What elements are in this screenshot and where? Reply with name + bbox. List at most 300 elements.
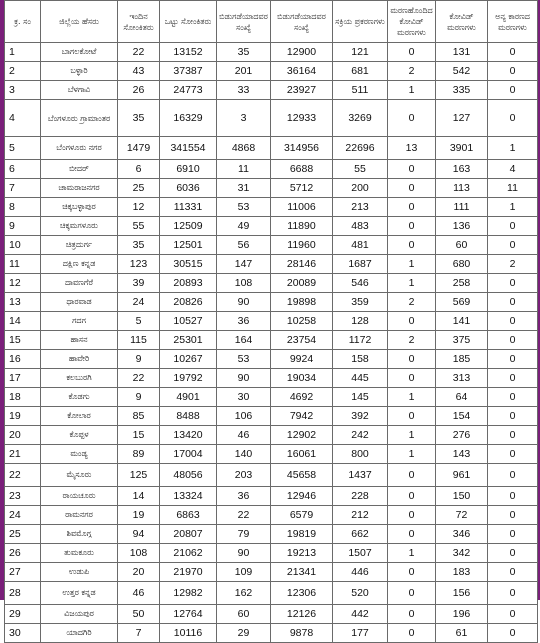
table-header-row bbox=[5, 1, 538, 43]
cell-other-deaths: 0 bbox=[488, 331, 538, 350]
cell-deaths-today: 2 bbox=[388, 62, 436, 81]
cell-discharged-total: 45658 bbox=[271, 464, 333, 487]
cell-deaths-today: 0 bbox=[388, 487, 436, 506]
cell-other-deaths: 0 bbox=[488, 582, 538, 605]
cell-serial: 27 bbox=[5, 563, 41, 582]
cell-discharged-today: 22 bbox=[217, 506, 271, 525]
cell-other-deaths: 0 bbox=[488, 100, 538, 137]
cell-serial: 11 bbox=[5, 255, 41, 274]
cell-today-cases: 6 bbox=[118, 160, 160, 179]
cell-active-cases: 359 bbox=[333, 293, 388, 312]
cell-discharged-today: 29 bbox=[217, 624, 271, 643]
cell-active-cases: 392 bbox=[333, 407, 388, 426]
table-row bbox=[5, 426, 538, 445]
cell-discharged-today: 46 bbox=[217, 426, 271, 445]
cell-serial: 25 bbox=[5, 525, 41, 544]
cell-deaths-today: 1 bbox=[388, 274, 436, 293]
cell-covid-deaths: 335 bbox=[436, 81, 488, 100]
cell-serial: 6 bbox=[5, 160, 41, 179]
cell-total-cases: 12764 bbox=[160, 605, 217, 624]
cell-deaths-today: 0 bbox=[388, 160, 436, 179]
cell-today-cases: 50 bbox=[118, 605, 160, 624]
cell-serial: 22 bbox=[5, 464, 41, 487]
cell-deaths-today: 0 bbox=[388, 582, 436, 605]
table-row bbox=[5, 605, 538, 624]
cell-deaths-today: 0 bbox=[388, 198, 436, 217]
table-row bbox=[5, 445, 538, 464]
cell-serial: 23 bbox=[5, 487, 41, 506]
cell-total-cases: 19792 bbox=[160, 369, 217, 388]
cell-discharged-today: 90 bbox=[217, 293, 271, 312]
cell-deaths-today: 0 bbox=[388, 236, 436, 255]
cell-discharged-today: 56 bbox=[217, 236, 271, 255]
cell-covid-deaths: 569 bbox=[436, 293, 488, 312]
cell-total-cases: 10527 bbox=[160, 312, 217, 331]
table-row bbox=[5, 624, 538, 643]
cell-deaths-today: 0 bbox=[388, 350, 436, 369]
cell-discharged-today: 53 bbox=[217, 198, 271, 217]
table-row bbox=[5, 544, 538, 563]
cell-active-cases: 1507 bbox=[333, 544, 388, 563]
cell-discharged-total: 12933 bbox=[271, 100, 333, 137]
cell-today-cases: 35 bbox=[118, 100, 160, 137]
cell-deaths-today: 1 bbox=[388, 81, 436, 100]
cell-total-cases: 13152 bbox=[160, 43, 217, 62]
cell-discharged-total: 5712 bbox=[271, 179, 333, 198]
cell-discharged-total: 10258 bbox=[271, 312, 333, 331]
table-row bbox=[5, 255, 538, 274]
table-row bbox=[5, 81, 538, 100]
cell-active-cases: 242 bbox=[333, 426, 388, 445]
cell-discharged-total: 36164 bbox=[271, 62, 333, 81]
cell-today-cases: 55 bbox=[118, 217, 160, 236]
cell-serial: 8 bbox=[5, 198, 41, 217]
cell-discharged-total: 19819 bbox=[271, 525, 333, 544]
cell-discharged-today: 33 bbox=[217, 81, 271, 100]
cell-active-cases: 228 bbox=[333, 487, 388, 506]
cell-discharged-today: 147 bbox=[217, 255, 271, 274]
cell-today-cases: 7 bbox=[118, 624, 160, 643]
table-row bbox=[5, 563, 538, 582]
cell-district: ಬೆಂಗಳೂರು ನಗರ bbox=[41, 137, 118, 160]
header-covid-deaths: ಕೋವಿಡ್ ಮರಣಗಳು bbox=[436, 1, 488, 43]
cell-other-deaths: 2 bbox=[488, 255, 538, 274]
cell-active-cases: 213 bbox=[333, 198, 388, 217]
cell-active-cases: 681 bbox=[333, 62, 388, 81]
cell-district: ಗದಗ bbox=[41, 312, 118, 331]
cell-discharged-total: 12900 bbox=[271, 43, 333, 62]
cell-discharged-total: 19034 bbox=[271, 369, 333, 388]
cell-discharged-total: 4692 bbox=[271, 388, 333, 407]
cell-district: ರಾಮನಗರ bbox=[41, 506, 118, 525]
cell-serial: 30 bbox=[5, 624, 41, 643]
cell-district: ಉತ್ತರ ಕನ್ನಡ bbox=[41, 582, 118, 605]
table-row bbox=[5, 62, 538, 81]
cell-today-cases: 85 bbox=[118, 407, 160, 426]
cell-serial: 3 bbox=[5, 81, 41, 100]
cell-total-cases: 20826 bbox=[160, 293, 217, 312]
cell-serial: 2 bbox=[5, 62, 41, 81]
cell-active-cases: 121 bbox=[333, 43, 388, 62]
cell-serial: 10 bbox=[5, 236, 41, 255]
cell-serial: 5 bbox=[5, 137, 41, 160]
cell-active-cases: 481 bbox=[333, 236, 388, 255]
cell-active-cases: 800 bbox=[333, 445, 388, 464]
cell-other-deaths: 1 bbox=[488, 137, 538, 160]
cell-district: ಕೊಡಗು bbox=[41, 388, 118, 407]
cell-other-deaths: 0 bbox=[488, 312, 538, 331]
cell-discharged-total: 28146 bbox=[271, 255, 333, 274]
cell-covid-deaths: 72 bbox=[436, 506, 488, 525]
cell-total-cases: 17004 bbox=[160, 445, 217, 464]
cell-discharged-total: 11890 bbox=[271, 217, 333, 236]
cell-today-cases: 19 bbox=[118, 506, 160, 525]
cell-district: ಕಲಬುರಗಿ bbox=[41, 369, 118, 388]
cell-today-cases: 89 bbox=[118, 445, 160, 464]
cell-covid-deaths: 183 bbox=[436, 563, 488, 582]
cell-discharged-total: 6579 bbox=[271, 506, 333, 525]
cell-active-cases: 442 bbox=[333, 605, 388, 624]
cell-discharged-today: 3 bbox=[217, 100, 271, 137]
table-row bbox=[5, 525, 538, 544]
cell-covid-deaths: 542 bbox=[436, 62, 488, 81]
cell-deaths-today: 1 bbox=[388, 426, 436, 445]
cell-other-deaths: 0 bbox=[488, 407, 538, 426]
cell-district: ಚಿತ್ರದುರ್ಗ bbox=[41, 236, 118, 255]
cell-deaths-today: 0 bbox=[388, 100, 436, 137]
cell-active-cases: 546 bbox=[333, 274, 388, 293]
table-row bbox=[5, 160, 538, 179]
header-deaths-today: ಮರಣಹೊಂದಿದ ಕೋವಿಡ್ ಮರಣಗಳು bbox=[388, 1, 436, 43]
cell-today-cases: 94 bbox=[118, 525, 160, 544]
cell-serial: 14 bbox=[5, 312, 41, 331]
cell-deaths-today: 0 bbox=[388, 464, 436, 487]
cell-active-cases: 177 bbox=[333, 624, 388, 643]
cell-today-cases: 35 bbox=[118, 236, 160, 255]
table-row bbox=[5, 369, 538, 388]
cell-covid-deaths: 680 bbox=[436, 255, 488, 274]
cell-covid-deaths: 258 bbox=[436, 274, 488, 293]
cell-total-cases: 16329 bbox=[160, 100, 217, 137]
cell-district: ಬೆಂಗಳೂರು ಗ್ರಾಮಾಂತರ bbox=[41, 100, 118, 137]
cell-today-cases: 115 bbox=[118, 331, 160, 350]
table-row bbox=[5, 236, 538, 255]
cell-district: ಶಿವಮೊಗ್ಗ bbox=[41, 525, 118, 544]
cell-active-cases: 55 bbox=[333, 160, 388, 179]
cell-total-cases: 6910 bbox=[160, 160, 217, 179]
cell-district: ಬೆಳಗಾವಿ bbox=[41, 81, 118, 100]
cell-total-cases: 4901 bbox=[160, 388, 217, 407]
cell-serial: 24 bbox=[5, 506, 41, 525]
cell-total-cases: 8488 bbox=[160, 407, 217, 426]
table-row bbox=[5, 312, 538, 331]
cell-total-cases: 48056 bbox=[160, 464, 217, 487]
cell-covid-deaths: 150 bbox=[436, 487, 488, 506]
cell-today-cases: 125 bbox=[118, 464, 160, 487]
cell-active-cases: 446 bbox=[333, 563, 388, 582]
table-row bbox=[5, 100, 538, 137]
cell-active-cases: 22696 bbox=[333, 137, 388, 160]
cell-today-cases: 9 bbox=[118, 388, 160, 407]
cell-today-cases: 25 bbox=[118, 179, 160, 198]
cell-other-deaths: 0 bbox=[488, 274, 538, 293]
cell-today-cases: 1479 bbox=[118, 137, 160, 160]
cell-discharged-total: 23754 bbox=[271, 331, 333, 350]
cell-covid-deaths: 163 bbox=[436, 160, 488, 179]
header-total-cases: ಒಟ್ಟು ಸೋಂಕಿತರು bbox=[160, 1, 217, 43]
cell-other-deaths: 0 bbox=[488, 624, 538, 643]
cell-discharged-today: 36 bbox=[217, 312, 271, 331]
cell-discharged-total: 19898 bbox=[271, 293, 333, 312]
table-row bbox=[5, 137, 538, 160]
cell-other-deaths: 0 bbox=[488, 563, 538, 582]
cell-other-deaths: 0 bbox=[488, 350, 538, 369]
cell-serial: 20 bbox=[5, 426, 41, 445]
cell-district: ಬಳ್ಳಾರಿ bbox=[41, 62, 118, 81]
cell-district: ಹಾಸನ bbox=[41, 331, 118, 350]
cell-serial: 29 bbox=[5, 605, 41, 624]
cell-other-deaths: 0 bbox=[488, 506, 538, 525]
cell-other-deaths: 0 bbox=[488, 487, 538, 506]
cell-total-cases: 25301 bbox=[160, 331, 217, 350]
cell-deaths-today: 0 bbox=[388, 563, 436, 582]
cell-other-deaths: 11 bbox=[488, 179, 538, 198]
cell-covid-deaths: 113 bbox=[436, 179, 488, 198]
cell-serial: 28 bbox=[5, 582, 41, 605]
cell-other-deaths: 0 bbox=[488, 62, 538, 81]
cell-active-cases: 128 bbox=[333, 312, 388, 331]
cell-discharged-total: 12946 bbox=[271, 487, 333, 506]
cell-other-deaths: 0 bbox=[488, 544, 538, 563]
cell-covid-deaths: 346 bbox=[436, 525, 488, 544]
cell-discharged-today: 31 bbox=[217, 179, 271, 198]
cell-covid-deaths: 961 bbox=[436, 464, 488, 487]
cell-other-deaths: 0 bbox=[488, 217, 538, 236]
cell-deaths-today: 0 bbox=[388, 43, 436, 62]
cell-covid-deaths: 342 bbox=[436, 544, 488, 563]
cell-other-deaths: 0 bbox=[488, 426, 538, 445]
cell-discharged-today: 140 bbox=[217, 445, 271, 464]
cell-deaths-today: 2 bbox=[388, 331, 436, 350]
cell-total-cases: 21970 bbox=[160, 563, 217, 582]
header-other-deaths: ಅನ್ಯ ಕಾರಣದ ಮರಣಗಳು bbox=[488, 1, 538, 43]
cell-covid-deaths: 64 bbox=[436, 388, 488, 407]
cell-other-deaths: 0 bbox=[488, 464, 538, 487]
table-row bbox=[5, 274, 538, 293]
header-district: ಜಿಲ್ಲೆಯ ಹೆಸರು bbox=[41, 1, 118, 43]
cell-deaths-today: 0 bbox=[388, 525, 436, 544]
cell-discharged-today: 162 bbox=[217, 582, 271, 605]
cell-district: ಮೈಸೂರು bbox=[41, 464, 118, 487]
cell-discharged-total: 11006 bbox=[271, 198, 333, 217]
cell-active-cases: 1437 bbox=[333, 464, 388, 487]
header-serial: ಕ್ರ. ಸಂ bbox=[5, 1, 41, 43]
cell-active-cases: 520 bbox=[333, 582, 388, 605]
cell-covid-deaths: 143 bbox=[436, 445, 488, 464]
cell-total-cases: 341554 bbox=[160, 137, 217, 160]
cell-total-cases: 12982 bbox=[160, 582, 217, 605]
cell-deaths-today: 1 bbox=[388, 255, 436, 274]
table-row bbox=[5, 464, 538, 487]
cell-district: ತುಮಕೂರು bbox=[41, 544, 118, 563]
cell-district: ಉಡುಪಿ bbox=[41, 563, 118, 582]
cell-deaths-today: 13 bbox=[388, 137, 436, 160]
cell-discharged-today: 35 bbox=[217, 43, 271, 62]
table-body bbox=[5, 43, 538, 643]
cell-today-cases: 24 bbox=[118, 293, 160, 312]
cell-today-cases: 20 bbox=[118, 563, 160, 582]
cell-discharged-total: 12902 bbox=[271, 426, 333, 445]
cell-deaths-today: 1 bbox=[388, 544, 436, 563]
cell-covid-deaths: 136 bbox=[436, 217, 488, 236]
cell-district: ದಾವಣಗೆರೆ bbox=[41, 274, 118, 293]
cell-discharged-total: 19213 bbox=[271, 544, 333, 563]
cell-discharged-today: 109 bbox=[217, 563, 271, 582]
cell-today-cases: 43 bbox=[118, 62, 160, 81]
cell-covid-deaths: 276 bbox=[436, 426, 488, 445]
cell-serial: 13 bbox=[5, 293, 41, 312]
cell-serial: 4 bbox=[5, 100, 41, 137]
cell-active-cases: 1172 bbox=[333, 331, 388, 350]
cell-discharged-today: 79 bbox=[217, 525, 271, 544]
cell-district: ವಿಜಯಪುರ bbox=[41, 605, 118, 624]
cell-total-cases: 12501 bbox=[160, 236, 217, 255]
header-today-cases: ಇಂದಿನ ಸೋಂಕಿತರು bbox=[118, 1, 160, 43]
cell-total-cases: 13324 bbox=[160, 487, 217, 506]
cell-deaths-today: 0 bbox=[388, 605, 436, 624]
cell-active-cases: 511 bbox=[333, 81, 388, 100]
cell-total-cases: 12509 bbox=[160, 217, 217, 236]
cell-district: ಚಿಕ್ಕಮಗಳೂರು bbox=[41, 217, 118, 236]
cell-discharged-total: 9924 bbox=[271, 350, 333, 369]
cell-active-cases: 1687 bbox=[333, 255, 388, 274]
cell-serial: 19 bbox=[5, 407, 41, 426]
cell-active-cases: 158 bbox=[333, 350, 388, 369]
cell-discharged-today: 60 bbox=[217, 605, 271, 624]
cell-deaths-today: 1 bbox=[388, 445, 436, 464]
table-row bbox=[5, 331, 538, 350]
cell-deaths-today: 0 bbox=[388, 624, 436, 643]
cell-discharged-total: 9878 bbox=[271, 624, 333, 643]
cell-discharged-total: 21341 bbox=[271, 563, 333, 582]
cell-district: ಕೊಪ್ಪಳ bbox=[41, 426, 118, 445]
cell-covid-deaths: 196 bbox=[436, 605, 488, 624]
district-covid-table bbox=[4, 0, 538, 643]
cell-district: ಧಾರವಾಡ bbox=[41, 293, 118, 312]
cell-district: ದಕ್ಷಿಣ ಕನ್ನಡ bbox=[41, 255, 118, 274]
cell-district: ಬಾಗಲಕೋಟೆ bbox=[41, 43, 118, 62]
cell-today-cases: 12 bbox=[118, 198, 160, 217]
cell-total-cases: 10267 bbox=[160, 350, 217, 369]
cell-discharged-today: 11 bbox=[217, 160, 271, 179]
cell-discharged-total: 7942 bbox=[271, 407, 333, 426]
cell-covid-deaths: 156 bbox=[436, 582, 488, 605]
cell-covid-deaths: 60 bbox=[436, 236, 488, 255]
cell-deaths-today: 1 bbox=[388, 388, 436, 407]
cell-serial: 18 bbox=[5, 388, 41, 407]
cell-serial: 7 bbox=[5, 179, 41, 198]
table-row bbox=[5, 43, 538, 62]
cell-deaths-today: 2 bbox=[388, 293, 436, 312]
cell-discharged-today: 30 bbox=[217, 388, 271, 407]
cell-deaths-today: 0 bbox=[388, 179, 436, 198]
cell-covid-deaths: 111 bbox=[436, 198, 488, 217]
table-row bbox=[5, 350, 538, 369]
cell-active-cases: 212 bbox=[333, 506, 388, 525]
cell-other-deaths: 0 bbox=[488, 445, 538, 464]
cell-today-cases: 5 bbox=[118, 312, 160, 331]
cell-today-cases: 108 bbox=[118, 544, 160, 563]
cell-covid-deaths: 141 bbox=[436, 312, 488, 331]
cell-total-cases: 6036 bbox=[160, 179, 217, 198]
cell-discharged-today: 53 bbox=[217, 350, 271, 369]
cell-deaths-today: 0 bbox=[388, 312, 436, 331]
cell-district: ರಾಯಚೂರು bbox=[41, 487, 118, 506]
cell-covid-deaths: 131 bbox=[436, 43, 488, 62]
cell-today-cases: 22 bbox=[118, 43, 160, 62]
cell-total-cases: 10116 bbox=[160, 624, 217, 643]
cell-discharged-today: 90 bbox=[217, 369, 271, 388]
cell-discharged-total: 11960 bbox=[271, 236, 333, 255]
cell-active-cases: 662 bbox=[333, 525, 388, 544]
cell-deaths-today: 0 bbox=[388, 369, 436, 388]
cell-today-cases: 15 bbox=[118, 426, 160, 445]
cell-serial: 21 bbox=[5, 445, 41, 464]
cell-today-cases: 123 bbox=[118, 255, 160, 274]
cell-serial: 26 bbox=[5, 544, 41, 563]
cell-covid-deaths: 127 bbox=[436, 100, 488, 137]
table-row bbox=[5, 506, 538, 525]
cell-total-cases: 21062 bbox=[160, 544, 217, 563]
cell-serial: 1 bbox=[5, 43, 41, 62]
cell-discharged-today: 201 bbox=[217, 62, 271, 81]
cell-serial: 16 bbox=[5, 350, 41, 369]
cell-discharged-total: 12126 bbox=[271, 605, 333, 624]
cell-covid-deaths: 154 bbox=[436, 407, 488, 426]
cell-other-deaths: 0 bbox=[488, 43, 538, 62]
cell-active-cases: 200 bbox=[333, 179, 388, 198]
cell-other-deaths: 0 bbox=[488, 236, 538, 255]
cell-other-deaths: 0 bbox=[488, 81, 538, 100]
cell-total-cases: 6863 bbox=[160, 506, 217, 525]
cell-discharged-today: 108 bbox=[217, 274, 271, 293]
table-row bbox=[5, 582, 538, 605]
cell-district: ಬೀದರ್ bbox=[41, 160, 118, 179]
cell-other-deaths: 0 bbox=[488, 369, 538, 388]
cell-other-deaths: 4 bbox=[488, 160, 538, 179]
cell-total-cases: 24773 bbox=[160, 81, 217, 100]
cell-covid-deaths: 313 bbox=[436, 369, 488, 388]
cell-today-cases: 26 bbox=[118, 81, 160, 100]
table-row bbox=[5, 388, 538, 407]
cell-serial: 15 bbox=[5, 331, 41, 350]
cell-serial: 17 bbox=[5, 369, 41, 388]
cell-discharged-today: 90 bbox=[217, 544, 271, 563]
cell-serial: 12 bbox=[5, 274, 41, 293]
cell-discharged-total: 23927 bbox=[271, 81, 333, 100]
cell-discharged-total: 314956 bbox=[271, 137, 333, 160]
table-row bbox=[5, 217, 538, 236]
cell-discharged-today: 36 bbox=[217, 487, 271, 506]
cell-covid-deaths: 3901 bbox=[436, 137, 488, 160]
header-discharged-total: ಬಿಡುಗಡೆಯಾದವರ ಸಂಖ್ಯೆ bbox=[271, 1, 333, 43]
cell-discharged-today: 106 bbox=[217, 407, 271, 426]
cell-district: ಹಾವೇರಿ bbox=[41, 350, 118, 369]
cell-total-cases: 11331 bbox=[160, 198, 217, 217]
cell-district: ಯಾದಗಿರಿ bbox=[41, 624, 118, 643]
cell-discharged-today: 164 bbox=[217, 331, 271, 350]
cell-total-cases: 20893 bbox=[160, 274, 217, 293]
